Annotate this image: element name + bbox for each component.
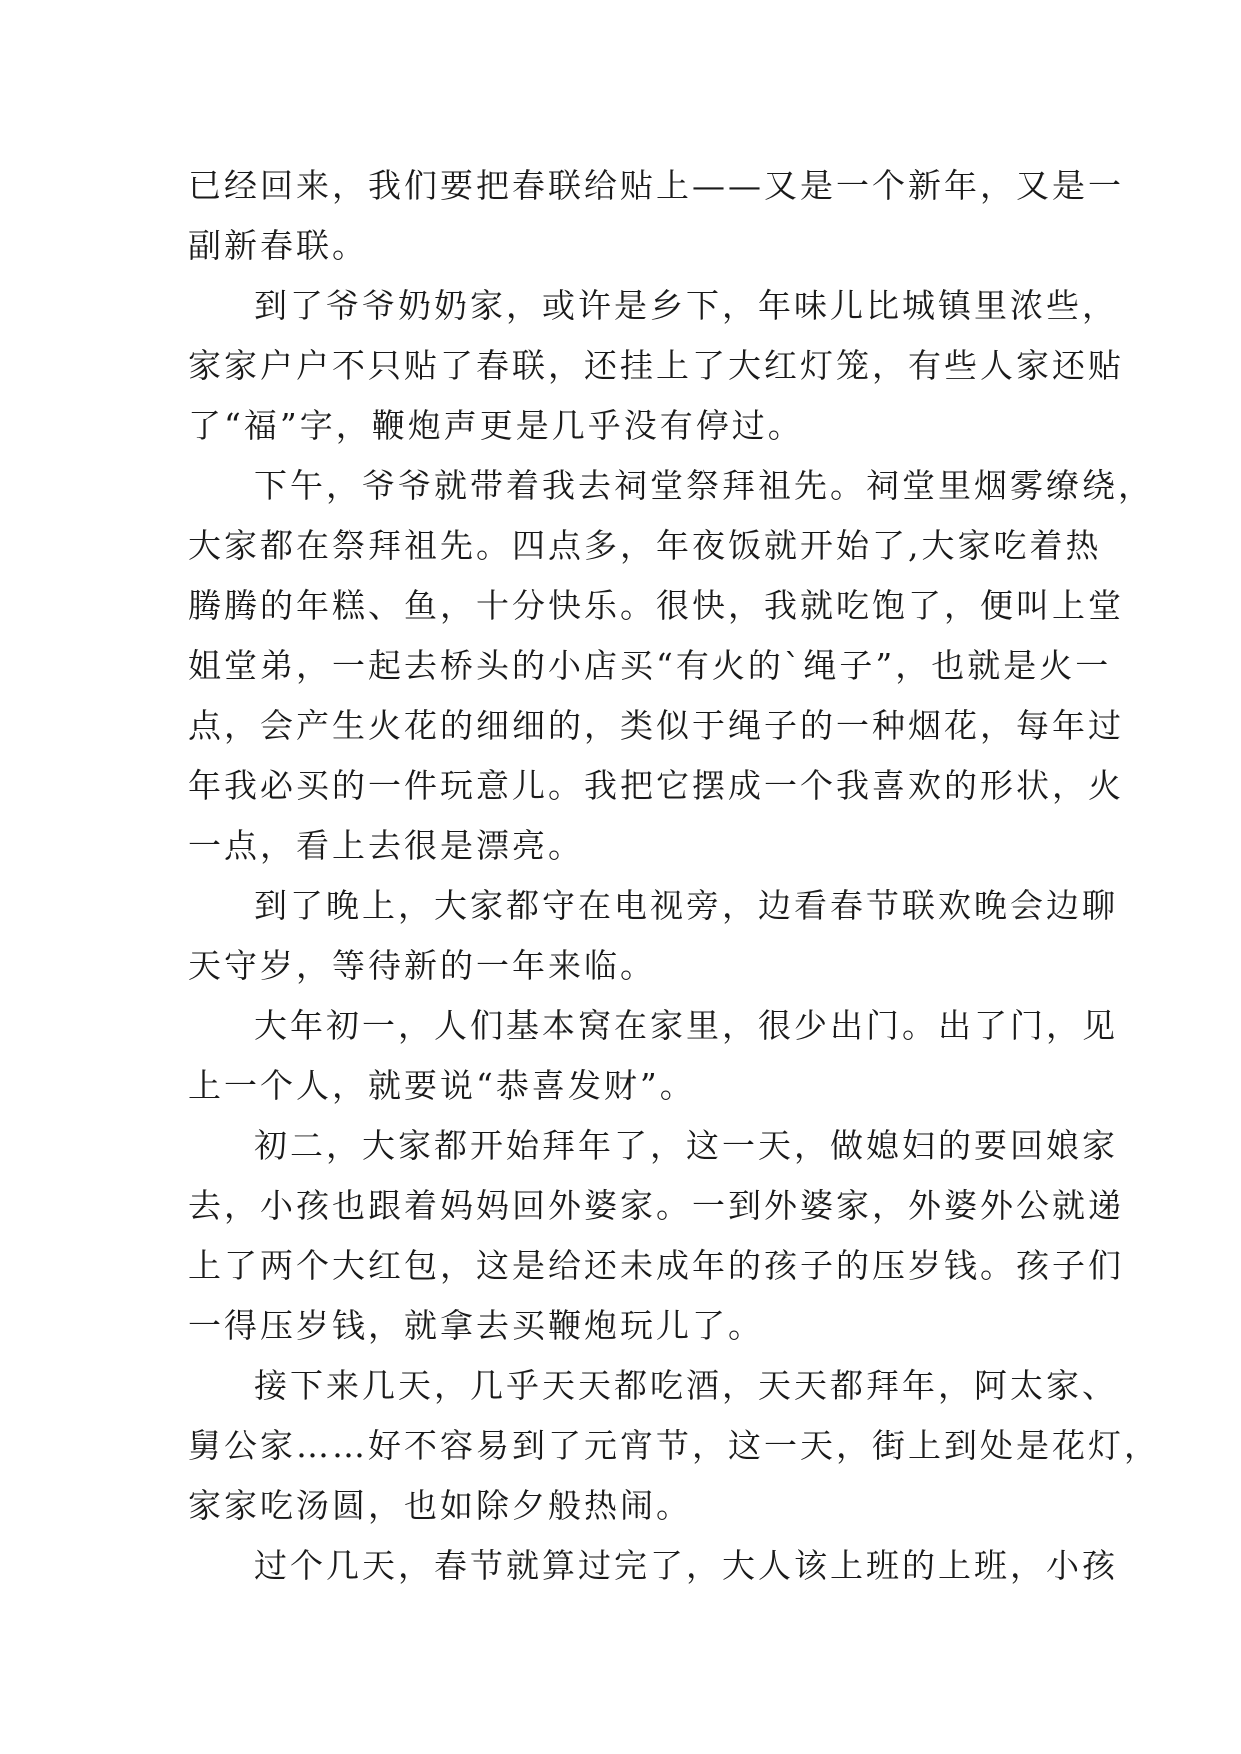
text-line: 接下来几天，几乎天天都吃酒，天天都拜年，阿太家、 xyxy=(254,1366,1118,1405)
text-line: 一得压岁钱，就拿去买鞭炮玩儿了。 xyxy=(188,1306,764,1345)
text-line: 副新春联。 xyxy=(188,226,368,265)
paragraph-2 xyxy=(188,276,1124,456)
text-line: 家家户户不只贴了春联，还挂上了大红灯笼，有些人家还贴 xyxy=(188,346,1124,385)
paragraph-5 xyxy=(188,996,1118,1116)
paragraph-4 xyxy=(188,876,1118,996)
text-line: 点，会产生火花的细细的，类似于绳子的一种烟花，每年过 xyxy=(188,706,1124,745)
text-line: 过个几天，春节就算过完了，大人该上班的上班，小孩 xyxy=(254,1546,1118,1585)
paragraph-1 xyxy=(188,156,1124,276)
text-line: 大家都在祭拜祖先。四点多，年夜饭就开始了,大家吃着热 xyxy=(188,526,1102,565)
text-line: 已经回来，我们要把春联给贴上——又是一个新年，又是一 xyxy=(188,166,1124,205)
text-line: 年我必买的一件玩意儿。我把它摆成一个我喜欢的形状，火 xyxy=(188,766,1124,805)
text-line: 到了晚上，大家都守在电视旁，边看春节联欢晚会边聊 xyxy=(254,886,1118,925)
paragraph-7 xyxy=(188,1356,1160,1536)
text-line: 了“福”字，鞭炮声更是几乎没有停过。 xyxy=(188,406,804,445)
paragraph-6 xyxy=(188,1116,1124,1356)
text-line: 大年初一，人们基本窝在家里，很少出门。出了门，见 xyxy=(254,1006,1118,1045)
body-text xyxy=(188,156,1160,1596)
text-line: 姐堂弟，一起去桥头的小店买“有火的`绳子”，也就是火一 xyxy=(188,646,1112,685)
paragraph-8 xyxy=(188,1536,1118,1596)
text-line: 到了爷爷奶奶家，或许是乡下，年味儿比城镇里浓些， xyxy=(254,286,1118,325)
text-line: 上一个人，就要说“恭喜发财”。 xyxy=(188,1066,696,1105)
text-line: 腾腾的年糕、鱼，十分快乐。很快，我就吃饱了，便叫上堂 xyxy=(188,586,1124,625)
paragraph-3 xyxy=(188,456,1154,876)
text-line: 家家吃汤圆，也如除夕般热闹。 xyxy=(188,1486,692,1525)
text-line: 上了两个大红包，这是给还未成年的孩子的压岁钱。孩子们 xyxy=(188,1246,1124,1285)
text-line: 去，小孩也跟着妈妈回外婆家。一到外婆家，外婆外公就递 xyxy=(188,1186,1124,1225)
text-line: 一点，看上去很是漂亮。 xyxy=(188,826,584,865)
text-line: 天守岁，等待新的一年来临。 xyxy=(188,946,656,985)
text-line: 下午，爷爷就带着我去祠堂祭拜祖先。祠堂里烟雾缭绕， xyxy=(254,466,1154,505)
text-line: 舅公家……好不容易到了元宵节，这一天，街上到处是花灯， xyxy=(188,1426,1160,1465)
text-line: 初二，大家都开始拜年了，这一天，做媳妇的要回娘家 xyxy=(254,1126,1118,1165)
